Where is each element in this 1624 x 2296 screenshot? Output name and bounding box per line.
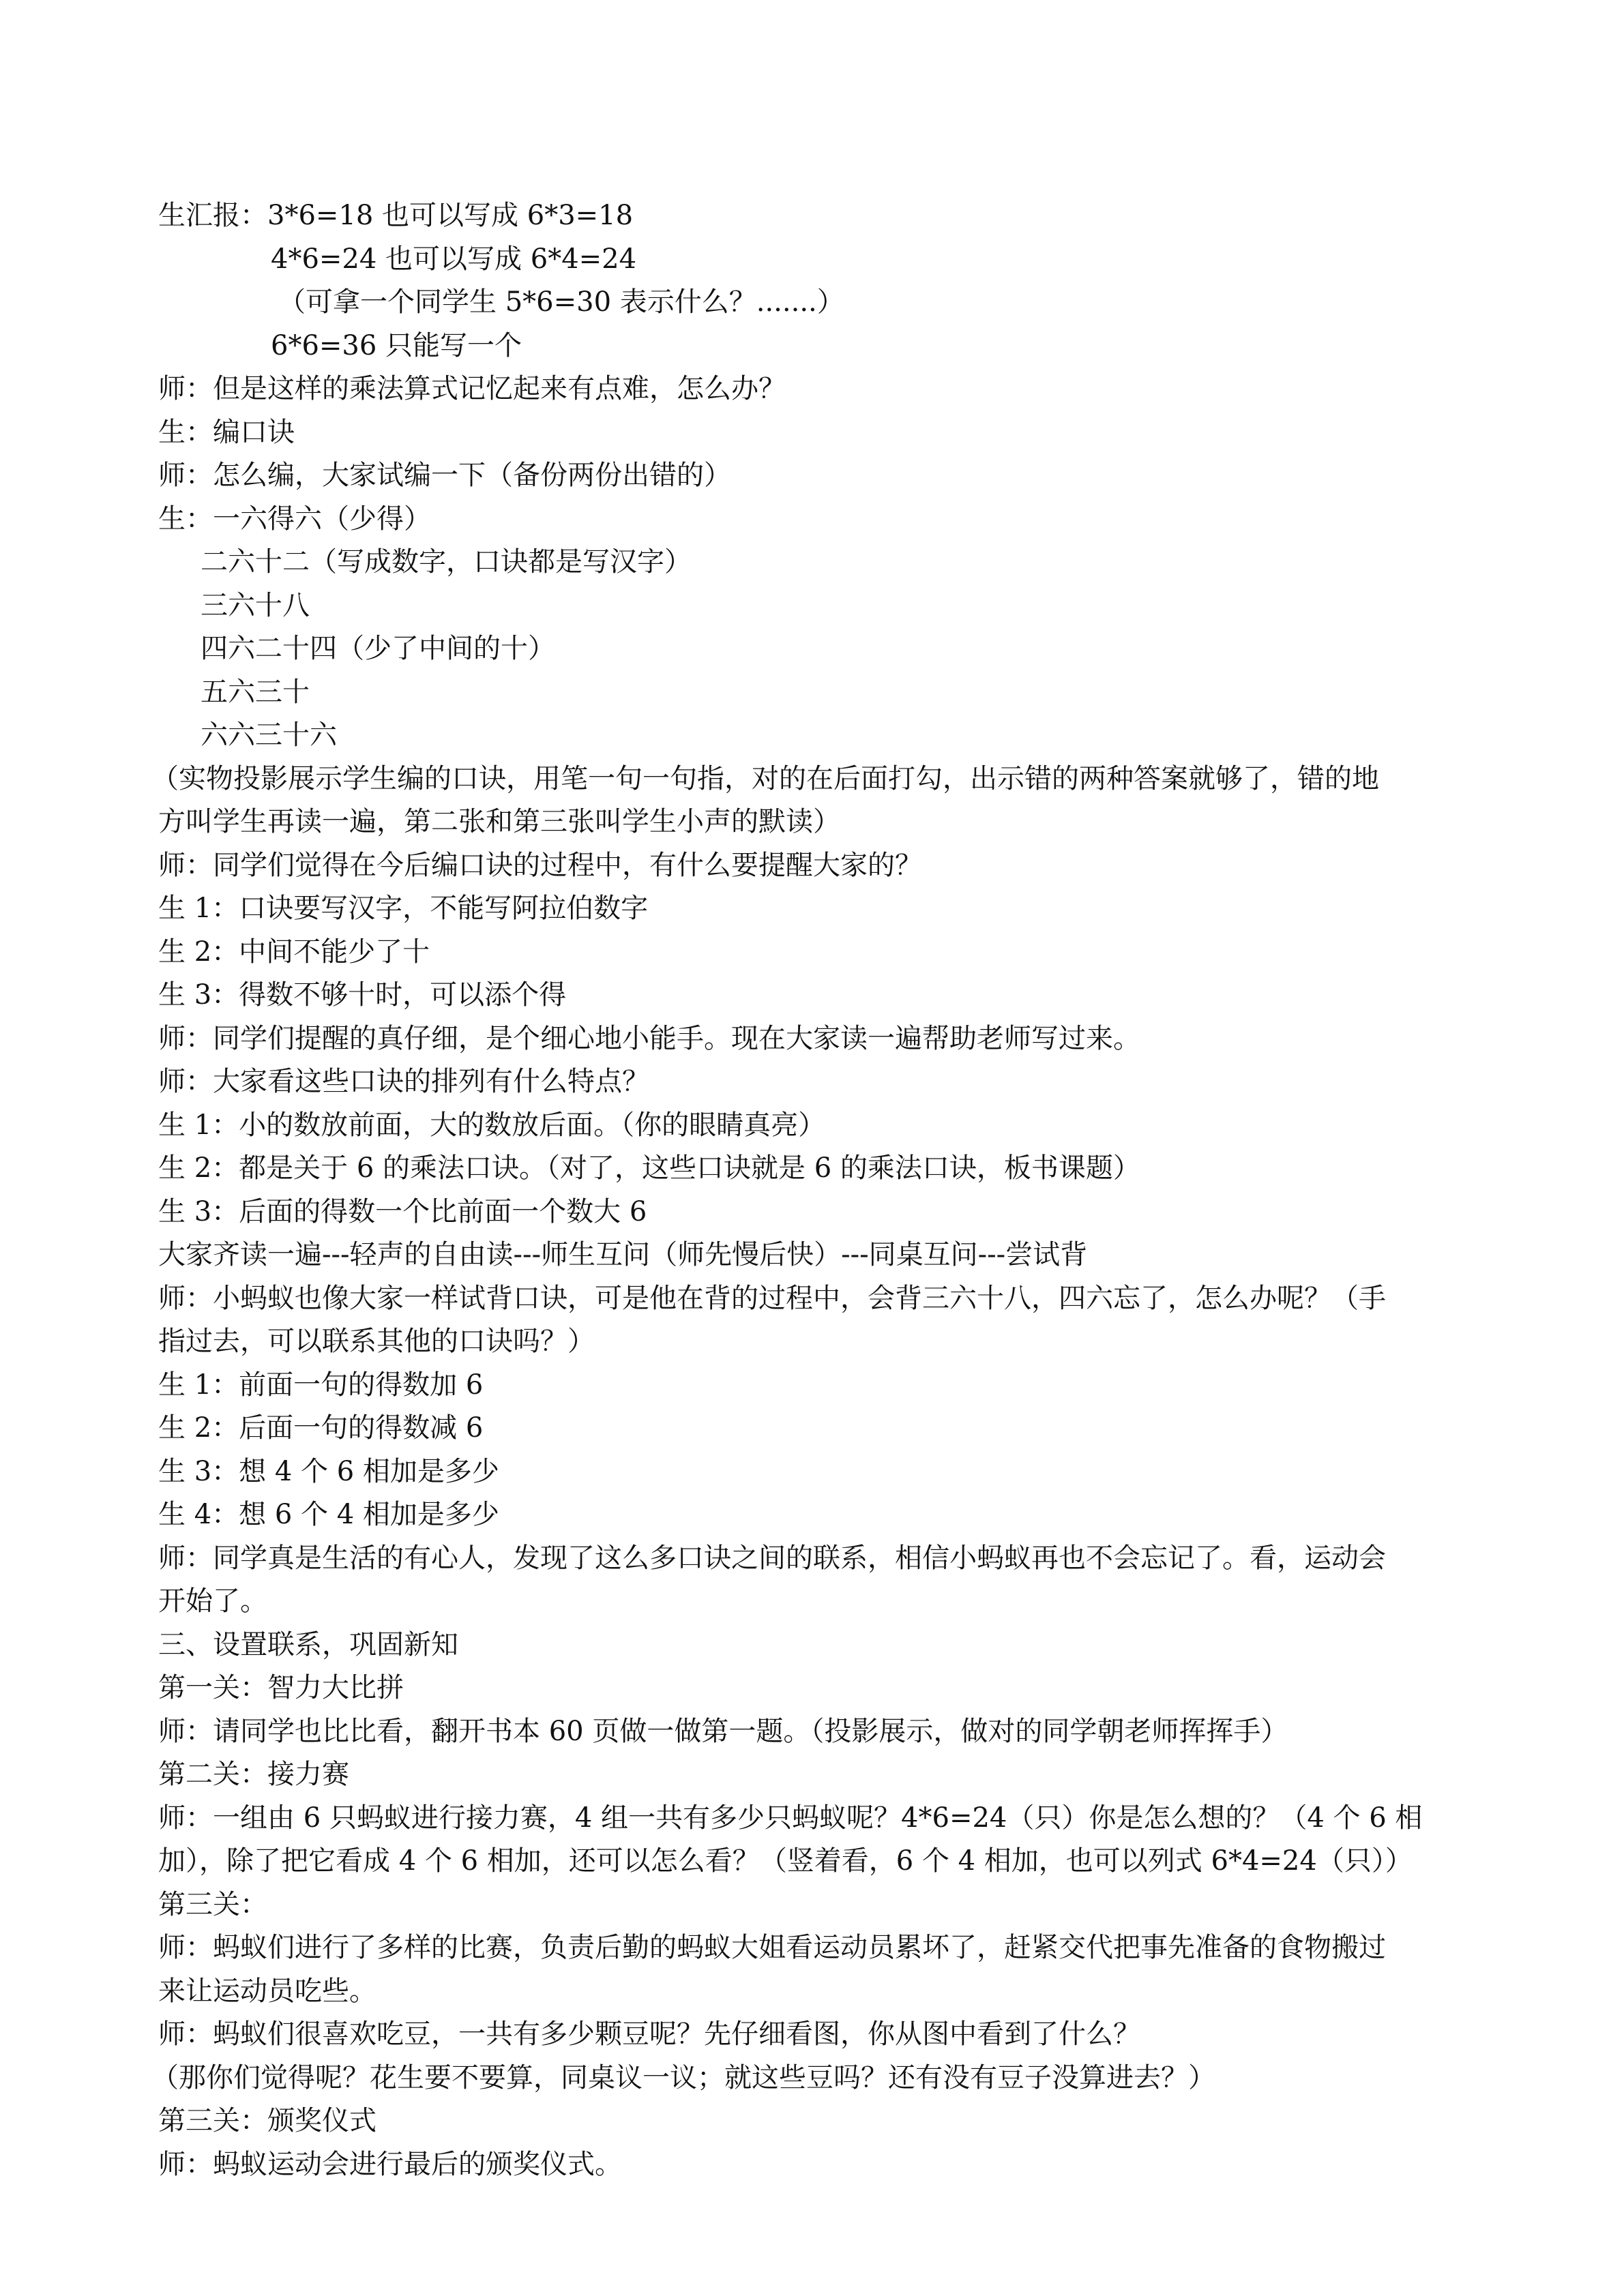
text-line: 4*6=24 也可以写成 6*4=24 (271, 243, 637, 275)
text-line: 师：蚂蚁们进行了多样的比赛，负责后勤的蚂蚁大姐看运动员累坏了，赶紧交代把事先准备的食物搬过 (158, 1932, 1386, 1963)
text-line: 生汇报：3*6=18 也可以写成 6*3=18 (158, 200, 634, 231)
text-line: 生 2：都是关于 6 的乘法口诀。（对了，这些口诀就是 6 的乘法口诀，板书课题） (158, 1152, 1140, 1184)
text-line: （实物投影展示学生编的口诀，用笔一句一句指，对的在后面打勾，出示错的两种答案就够了，错的地 (151, 762, 1379, 794)
text-line: （那你们觉得呢？花生要不要算，同桌议一议；就这些豆吗？还有没有豆子没算进去？） (151, 2061, 1215, 2093)
text-line: 生：编口诀 (158, 416, 295, 448)
text-line: 来让运动员吃些。 (158, 1975, 377, 2007)
text-line: 指过去，可以联系其他的口诀吗？） (158, 1326, 595, 1357)
text-line: 师：但是这样的乘法算式记忆起来有点难，怎么办？ (158, 373, 786, 404)
text-line: 生 2：后面一句的得数减 6 (158, 1412, 484, 1444)
text-line: 四六二十四（少了中间的十） (201, 633, 555, 664)
text-line: 师：同学们觉得在今后编口诀的过程中，有什么要提醒大家的？ (158, 849, 922, 881)
text-line: 六六三十六 (201, 719, 337, 751)
text-line: 第三关：颁奖仪式 (158, 2105, 377, 2136)
text-line: 二六十二（写成数字，口诀都是写汉字） (201, 546, 692, 578)
text-line: 师：小蚂蚁也像大家一样试背口诀，可是他在背的过程中，会背三六十八，四六忘了，怎么办呢？（手 (158, 1282, 1386, 1314)
text-line: 生 1：口诀要写汉字，不能写阿拉伯数字 (158, 893, 649, 924)
text-line: 师：请同学也比比看，翻开书本 60 页做一做第一题。（投影展示，做对的同学朝老师挥挥手） (158, 1715, 1288, 1747)
text-line: 生 1：小的数放前面，大的数放后面。（你的眼睛真亮） (158, 1109, 826, 1141)
text-line: 生 1：前面一句的得数加 6 (158, 1369, 484, 1401)
text-line: 师：同学真是生活的有心人，发现了这么多口诀之间的联系，相信小蚂蚁再也不会忘记了。看，运动会 (158, 1542, 1386, 1574)
text-line: 生 4：想 6 个 4 相加是多少 (158, 1499, 499, 1530)
text-line: 生 3：想 4 个 6 相加是多少 (158, 1455, 499, 1487)
text-line: 三六十八 (201, 589, 310, 621)
text-line: 开始了。 (158, 1585, 267, 1617)
text-line: 师：蚂蚁运动会进行最后的颁奖仪式。 (158, 2148, 622, 2180)
text-line: 6*6=36 只能写一个 (271, 329, 522, 361)
text-line: 第一关：智力大比拼 (158, 1672, 404, 1703)
text-line: 师：蚂蚁们很喜欢吃豆，一共有多少颗豆呢？先仔细看图，你从图中看到了什么？ (158, 2018, 1140, 2050)
text-line: 加），除了把它看成 4 个 6 相加，还可以怎么看？（竖着看，6 个 4 相加，也可以列式 6*4=24（只）） (158, 1845, 1413, 1877)
document-page (151, 194, 1468, 2186)
text-line: 生：一六得六（少得） (158, 503, 431, 535)
text-line: （可拿一个同学生 5*6=30 表示什么？.......） (278, 286, 844, 318)
text-line: 师：大家看这些口诀的排列有什么特点？ (158, 1066, 649, 1097)
text-line: 大家齐读一遍---轻声的自由读---师生互问（师先慢后快）---同桌互问---尝试背 (158, 1239, 1088, 1270)
text-line: 方叫学生再读一遍，第二张和第三张叫学生小声的默读） (158, 806, 840, 837)
text-line: 师：同学们提醒的真仔细，是个细心地小能手。现在大家读一遍帮助老师写过来。 (158, 1022, 1140, 1054)
text-line: 五六三十 (201, 676, 310, 708)
text-line: 师：怎么编，大家试编一下（备份两份出错的） (158, 460, 731, 491)
text-line: 生 3：后面的得数一个比前面一个数大 6 (158, 1195, 647, 1227)
text-line: 第二关：接力赛 (158, 1759, 349, 1790)
section-heading: 三、设置联系，巩固新知 (158, 1628, 458, 1660)
text-line: 生 2：中间不能少了十 (158, 936, 430, 968)
text-line: 第三关： (158, 1888, 267, 1920)
text-line: 生 3：得数不够十时，可以添个得 (158, 979, 567, 1011)
text-line: 师：一组由 6 只蚂蚁进行接力赛，4 组一共有多少只蚂蚁呢？4*6=24（只）你是怎么想的？（4 个 6 相 (158, 1802, 1423, 1834)
